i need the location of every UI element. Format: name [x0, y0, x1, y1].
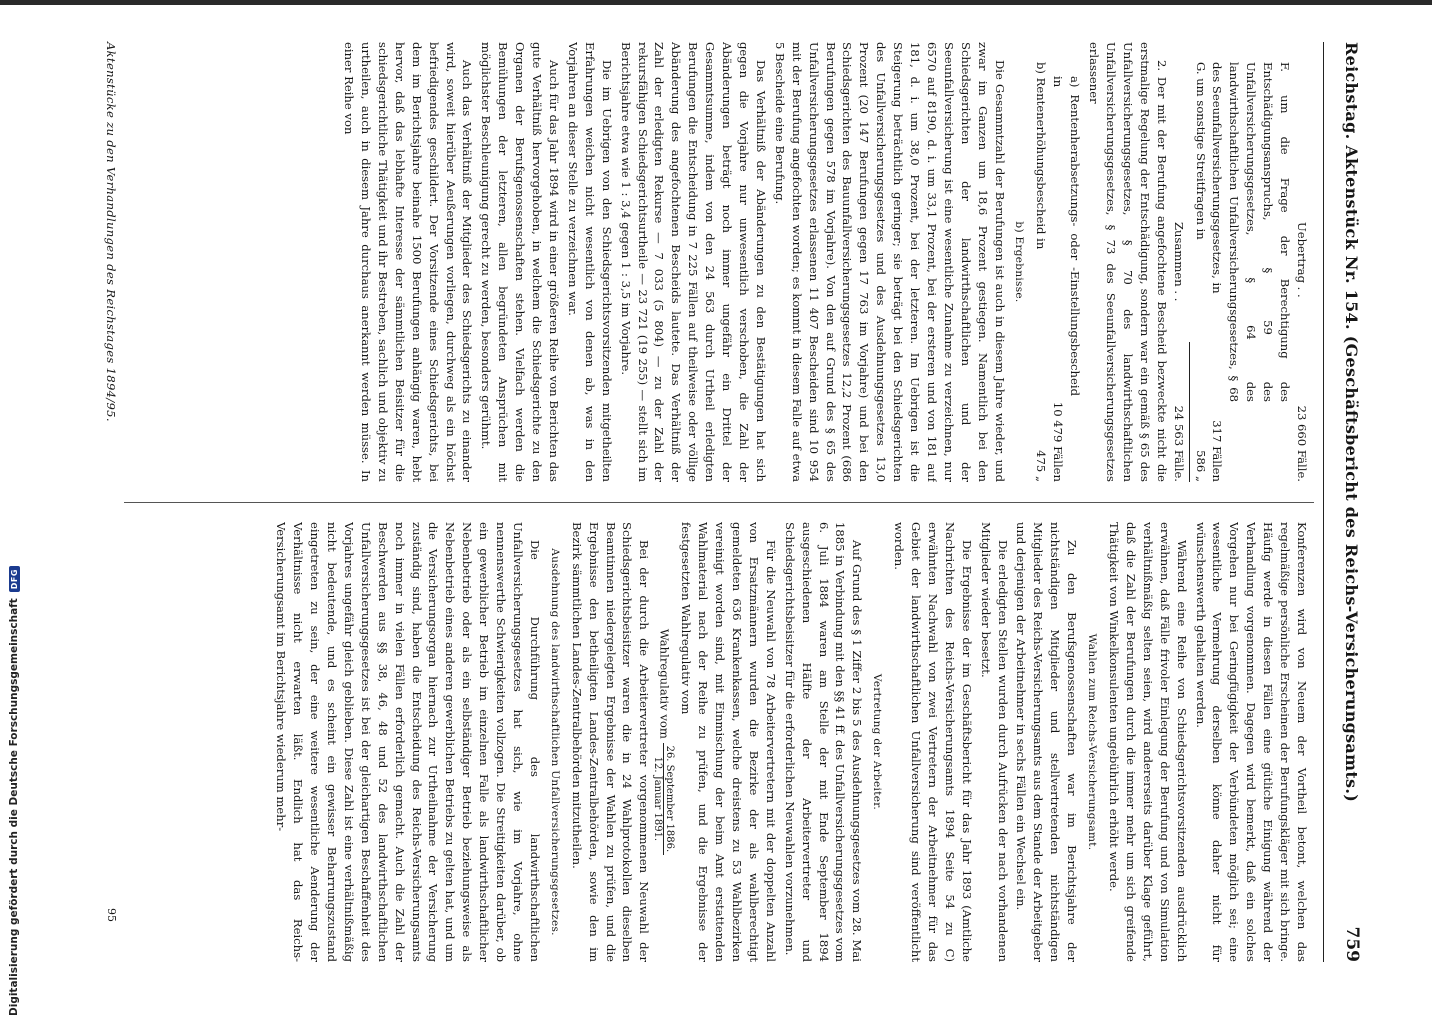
item-f-value: 317 Fällen: [1210, 420, 1225, 482]
paragraph-b4: Auch für das Jahr 1894 wird in einer größeren Reihe von Berichten das gute Verhältniß hervorgehoben, in welchem die Schiedsgerichte zu den Organen der Berufsgenossenschaften stehen. Vielfach werden die Bemühungen der letzteren, allen begründeten Ansprüchen mit möglichster Beschleunigung gerecht zu werden, besonders gerühmt.: [479, 42, 562, 482]
column-divider: [124, 502, 1314, 503]
item-b-row: [1033, 42, 1050, 482]
paragraph-r8: Die Durchführung des landwirthschaftlichen Unfallversicherungsgesetzes hat sich, wie im Vorjahre, ohne nennenswerthe Schwierigkeiten vollzogen. Die Streitigkeiten darüber, ob ein gewerblicher Betrieb im einzelnen Falle als landwirthschaftlicher Nebenbetrieb oder als ein selbständiger Betrieb beziehungsweise als Nebenbetrieb eines anderen gewerblichen Betriebs zu gelten hat, und um die Versicherungsorgan hiernach zur Urtheilnahme der Versicherung zuständig sind, haben die Entscheidung des Reichs-Versicherungsamts noch immer in vielen Fällen erforderlich gemacht. Auch die Zahl der Beschwerden aus §§ 38, 46, 48 und 52 des landwirthschaftlichen Unfallversicherungsgesetzes ist bei der gleichartigen Beschaffenheit des Vorjahres ungefähr gleich geblieben. Diese Zahl ist eine verhältnißmäßig nicht bedeutende, und es scheint ein gewisser Beharrungszustand eingetreten zu sein, der eine weitere wesentliche Aenderung der Verhältnisse nicht erwarten läßt. Endlich hat das Reichs-Versicherungsamt im Berichtsjahre wiederum mehr-: [274, 522, 542, 962]
paragraph-r7: Bei der durch die Arbeitervertreter vorgenommenen Neuwahl der Schiedsgerichtsbeisitzer waren die in 24 Wahlprotokollen dieselben Beamtinnen niedergelegten Ergebnisse der Wahlen zu prüfen, und die Ergebnisse den betheiligten Landes-Zentralbehörden, sowie den im Bezirk sämmtlichen Landes-Zentralbehörden mitzutheilen.: [569, 522, 652, 962]
item-a-value: 10 479 Fällen: [1051, 401, 1066, 482]
sum-rule: [1189, 342, 1190, 482]
page-number: 759: [1342, 926, 1362, 962]
paragraph-b3: Die im Uebrigen von den Schiedsgerichtsvorsitzenden mitgetheilten Erfahrungen weichen nicht wesentlich von denen ab, was in den Vorjahren an dieser Stelle zu verzeichnen war.: [565, 42, 614, 482]
total-row: [1170, 42, 1187, 482]
item-b-text: b) Rentenerhöhungsbescheid in: [1034, 62, 1049, 250]
item-g-value: 586 „: [1193, 450, 1208, 482]
item-g-row: [1192, 42, 1209, 482]
item-f-text: F. um die Frage der Berechtigung des Entschädigungsanspruchs, § 59 des Unfallversicherungsgesetzes, § 64 des landwirthschaftlichen Unfallversicherungsgesetzes, § 68 des Seeunfallversicherungsgesetzes, in: [1210, 62, 1293, 402]
credit-text: Digitalisierung gefördert durch die Deutsche Forschungsgemeinschaft: [8, 598, 20, 1016]
page-viewport: [58, 22, 1380, 982]
subheading-results: b) Ergebnisse.: [1013, 221, 1026, 303]
paragraph-b2: Das Verhältniß der Abänderungen zu den Bestätigungen hat sich gegen die Vorjahre nur unwesentlich verschoben, die Zahl der Abänderungen beträgt noch immer ungefähr ein Drittel der Gesammtsumme, indem von den 24 563 durch Urtheil erledigten Berufungen die Entscheidung in 7 225 Fällen auf theilweise oder völlige Abänderung des angefochtenen Bescheids lautete. Das Verhältniß der Zahl der erledigten Rekurse — 7 033 (5 804) — zu der Zahl der rekursfähigen Schiedsgerichtsurtheile — 23 721 (19 255) — stellt sich im Berichtsjahre etwa wie 1 : 3,4 gegen 1 : 3,5 im Vorjahre.: [618, 42, 768, 482]
side-credit-strip: [0, 0, 28, 1016]
paragraph-b1: Die Gesammtzahl der Berufungen ist auch in diesem Jahre wieder, und zwar im Ganzen um 18,6 Prozent gestiegen. Namentlich bei den Schiedsgerichten der landwirthschaftlichen und der Seeunfallversicherung ist eine wesentliche Zunahme zu verzeichnen, nur 6570 auf 8190, d. i. um 33,1 Prozent, bei der ersteren und von 181 auf 181, d. i. um 38,0 Prozent, bei der letzteren. Im Uebrigen ist die Steigerung beträchtlich geringer; sie beträgt bei den Schiedsgerichten des Unfallversicherungsgesetzes und des Ausdehnungsgesetzes 13,0 Prozent (20 147 Berufungen gegen 17 763 im Vorjahre) und bei den Schiedsgerichten des Bauunfallversicherungsgesetzes 12,2 Prozent (686 Berufungen gegen 578 im Vorjahre). Von den auf Grund des § 65 des Unfallversicherungsgesetzes erlassenen 11 407 Bescheiden sind 10 954 mit der Berufung angefochten worden; es kommt in diesem Falle auf etwa 5 Bescheide eine Berufung.: [772, 42, 1007, 482]
transfer-row: [1293, 42, 1310, 482]
side-credit: [8, 396, 20, 1016]
dfg-logo: DFG: [9, 566, 20, 592]
item-f-row: [1209, 42, 1294, 482]
paragraph-r3: Zu den Berufsgenossenschaften war im Berichtsjahre der nichtständigen Mitglieder und stellvertretenden nichtständigen Mitglieder des Reichs-Versicherungsamts aus dem Stande der Arbeitgeber und derjenigen der Arbeitnehmer in sechs Fällen ein Wechsel ein.: [1014, 522, 1080, 962]
regulation-label: Wahlregulativ vom: [657, 628, 672, 739]
subheading-extension: Ausdehnung des landwirthschaftlichen Unfallversicherungsgesetzes.: [548, 548, 561, 936]
paragraph-b5: Auch das Verhältniß der Mitglieder des Schiedsgerichts zu einander wird, soweit hierüber Aeußerungen vorliegen, durchweg als ein höchst befriedigendes geschildert. Der Vorsitzende eines Schiedsgerichts, bei dem im Berichtsjahre beinahe 1500 Berufungen anhängig waren, hebt hervor, daß das lebhafte Interesse der sämmtlichen Beisitzer für die schiedsgerichtliche Thätigkeit und ihr Bestreben, sachlich und objektiv zu urtheilen, auch in diesem Jahre durchaus anerkannt werden müsse. In einer Reihe von: [342, 42, 475, 482]
total-label: Zusammen . .: [1171, 222, 1186, 302]
regulation-dates: [652, 743, 675, 856]
signature-mark: 95: [105, 908, 118, 922]
subheading-elections: Wahlen zum Reichs-Versicherungsamt.: [1086, 633, 1099, 851]
item-b-value: 475 „: [1034, 450, 1049, 482]
footer-text: Aktenstücke zu den Verhandlungen des Reichstages 1894/95.: [104, 42, 118, 422]
page-footer: [104, 42, 118, 962]
paragraph-r1: Konferenzen wird von Neuem der Vortheil betont, welchen das regelmäßige persönliche Erscheinen der Berufungskläger mit sich bringe. Häufig werde in diesen Fällen eine gütliche Einigung während der Verhandlung vorgenommen. Dagegen wird bemerkt, daß ein solches Vorgehen nur bei Geringfügigkeit der Verbündeten möglich sei; eine wesentliche Vermehrung derselben könne daher nicht für wünschenswerth gehalten werden.: [1193, 522, 1309, 962]
paragraph-2: 2. Der mit der Berufung angefochtene Bescheid bezweckte nicht die erstmalige Regelung der Entschädigung, sondern war ein gemäß § 65 des Unfallversicherungsgesetzes, § 70 des landwirthschaftlichen Unfallversicherungsgesetzes, § 73 des Seeunfallversicherungsgesetzes erlassener: [1087, 42, 1169, 482]
item-g-text: G. um sonstige Streitfragen in: [1193, 62, 1208, 240]
page-header: [1323, 42, 1380, 962]
right-column: [130, 522, 1310, 962]
item-a-text: a) Rentenherabsetzungs- oder -Einstellungsbescheid in: [1051, 76, 1083, 396]
item-a-row: [1049, 42, 1083, 482]
paragraph-r2: Während eine Reihe von Schiedsgerichtsvorsitzenden ausdrücklich erwähnen, daß Fälle frivoler Einlegung der Berufung und von Simulation verhältnißmäßig selten seien, wird andererseits darüber Klage geführt, daß die Zahl der Berufungen durch die immer mehr um sich greifende Thätigkeit von Winkelkonsulenten ungebührlich erhöht werde.: [1107, 522, 1189, 962]
paragraph-r6a: Auf Grund des § 1 Ziffer 2 bis 5 des Ausdehnungsgesetzes vom 28. Mai 1885 in Verbindung mit den §§ 41 ff. des Unfallversicherungsgesetzes vom 6. Juli 1884 waren am Stelle der mit Ende September 1894 ausgeschiedenen Hälfte der Arbeitervertreter und Schiedsgerichtsbeisitzer für die erforderlichen Neuwahlen vorzunehmen.: [782, 522, 865, 962]
regulation-date-line: [652, 522, 675, 962]
header-title: Reichstag. Aktenstück Nr. 154. (Geschäftsbericht des Reichs-Versicherungsamts.): [1342, 42, 1362, 803]
paragraph-r6b: Für die Neuwahl von 78 Arbeitervertretern mit der doppelten Anzahl von Ersatzmännern wurden die Bezirke der als wahlberechtigt gemeldeten 636 Krankenkassen, welche dreistens zu 53 Wahlbezirken vereinigt worden sind, mit Einmischung der beim Amt erstattenden Wahlmaterial nach der Reihe zu prüfen, und die Ergebnisse der festgesetzten Wahlregulativ vom: [679, 522, 778, 962]
paragraph-r4: Die erledigten Stellen wurden durch Aufrücken der nach vorhandenen Mitglieder wieder besetzt.: [978, 522, 1010, 962]
subheading-workers: Vertretung der Arbeiter.: [871, 673, 884, 811]
date-denominator: 12. Januar 1891.: [652, 756, 664, 842]
total-value: 24 563 Fälle.: [1171, 405, 1186, 482]
transfer-label: Uebertrag . .: [1295, 222, 1309, 298]
document-page: [58, 22, 1380, 982]
left-column: [130, 42, 1310, 482]
scan-border: [0, 0, 1432, 5]
paragraph-r5: Die Ergebnisse der im Geschäftsbericht für das Jahr 1893 (Amtliche Nachrichten des Reichs-Versicherungsamts 1894 Seite 54 zu C) erwähnten Nachwahl von zwei Vertretern der Arbeitnehmer für das Gebiet der landwirthschaftlichen Unfallversicherung sind veröffentlicht worden.: [892, 522, 974, 962]
date-numerator: 26. September 1886.: [663, 743, 675, 856]
transfer-value: 23 660 Fälle.: [1295, 405, 1309, 482]
